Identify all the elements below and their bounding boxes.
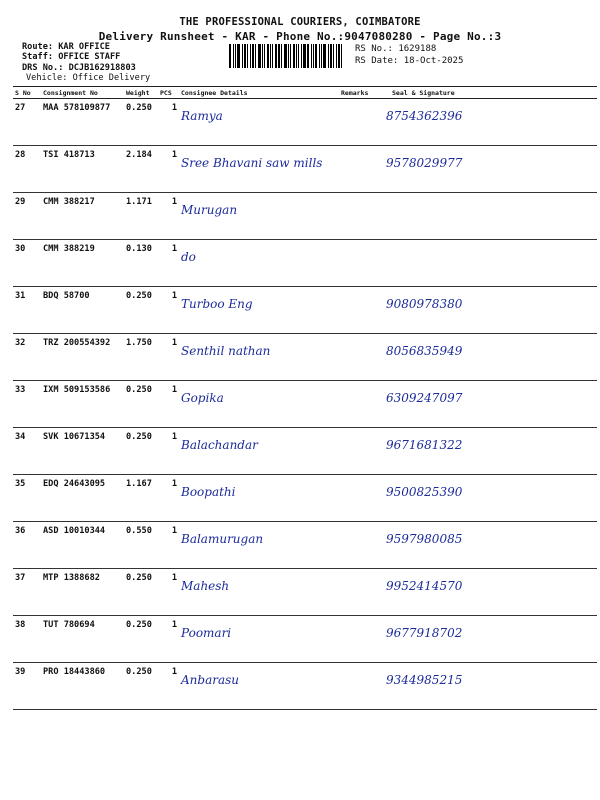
- row-consignee: Balamurugan: [179, 522, 339, 569]
- col-pcs: PCS: [158, 87, 179, 99]
- runsheet-subtitle: Delivery Runsheet - KAR - Phone No.:9047080280 - Page No.:3: [98, 30, 502, 43]
- row-remarks: [339, 616, 382, 663]
- row-consignment-no: TUT 780694: [41, 616, 124, 663]
- rs-number: RS No.: 1629188: [355, 44, 437, 54]
- row-weight: 1.171: [124, 193, 158, 240]
- table-row: [13, 475, 597, 522]
- row-remarks: [339, 146, 382, 193]
- row-consignment-no: EDQ 24643095: [41, 475, 124, 522]
- row-sno: 35: [13, 475, 41, 522]
- row-pcs: 1: [158, 428, 179, 475]
- row-weight: 1.750: [124, 334, 158, 381]
- row-consignment-no: MAA 578109877: [41, 99, 124, 146]
- col-seal-signature: Seal & Signature: [382, 87, 597, 99]
- row-sno: 34: [13, 428, 41, 475]
- row-weight: 1.167: [124, 475, 158, 522]
- table-row: [13, 381, 597, 428]
- row-pcs: 1: [158, 287, 179, 334]
- row-pcs: 1: [158, 663, 179, 710]
- staff-label: Staff: OFFICE STAFF: [22, 52, 121, 62]
- row-weight: 0.250: [124, 381, 158, 428]
- handwritten-phone: 9597980085: [386, 532, 463, 546]
- row-pcs: 1: [158, 475, 179, 522]
- handwritten-phone: 9677918702: [386, 626, 463, 640]
- row-consignment-no: SVK 10671354: [41, 428, 124, 475]
- table-row: [13, 334, 597, 381]
- row-consignment-no: BDQ 58700: [41, 287, 124, 334]
- row-sno: 28: [13, 146, 41, 193]
- row-seal-signature: [382, 616, 597, 663]
- col-consignee: Consignee Details: [179, 87, 339, 99]
- row-pcs: 1: [158, 522, 179, 569]
- runsheet-table: [13, 86, 597, 710]
- row-seal-signature: [382, 240, 597, 287]
- rs-date: RS Date: 18-Oct-2025: [355, 56, 464, 66]
- table-row: [13, 569, 597, 616]
- row-consignment-no: MTP 1388682: [41, 569, 124, 616]
- col-sno: S No: [13, 87, 41, 99]
- row-remarks: [339, 569, 382, 616]
- row-consignment-no: ASD 10010344: [41, 522, 124, 569]
- table-header-row: [13, 87, 597, 99]
- table-row: [13, 240, 597, 287]
- row-consignee: Ramya: [179, 99, 339, 146]
- table-row: [13, 428, 597, 475]
- row-sno: 31: [13, 287, 41, 334]
- row-consignee: Anbarasu: [179, 663, 339, 710]
- handwritten-phone: 8056835949: [386, 344, 463, 358]
- col-weight: Weight: [124, 87, 158, 99]
- row-pcs: 1: [158, 381, 179, 428]
- row-pcs: 1: [158, 193, 179, 240]
- row-seal-signature: [382, 522, 597, 569]
- handwritten-phone: 9671681322: [386, 438, 463, 452]
- handwritten-phone: 9344985215: [386, 673, 463, 687]
- row-consignee: Sree Bhavani saw mills: [179, 146, 339, 193]
- barcode: [229, 44, 351, 68]
- row-sno: 38: [13, 616, 41, 663]
- table-row: [13, 616, 597, 663]
- row-remarks: [339, 240, 382, 287]
- row-remarks: [339, 522, 382, 569]
- row-weight: 0.130: [124, 240, 158, 287]
- row-consignment-no: PRO 18443860: [41, 663, 124, 710]
- row-weight: 0.250: [124, 616, 158, 663]
- row-consignee: Murugan: [179, 193, 339, 240]
- row-sno: 39: [13, 663, 41, 710]
- row-remarks: [339, 381, 382, 428]
- row-seal-signature: [382, 428, 597, 475]
- row-consignee: Boopathi: [179, 475, 339, 522]
- row-pcs: 1: [158, 99, 179, 146]
- row-weight: 0.550: [124, 522, 158, 569]
- row-consignee: Poomari: [179, 616, 339, 663]
- table-row: [13, 663, 597, 710]
- row-consignee: Balachandar: [179, 428, 339, 475]
- row-consignment-no: TRZ 200554392: [41, 334, 124, 381]
- row-seal-signature: [382, 663, 597, 710]
- row-sno: 30: [13, 240, 41, 287]
- row-consignee: Mahesh: [179, 569, 339, 616]
- row-consignment-no: IXM 509153586: [41, 381, 124, 428]
- row-consignee: Gopika: [179, 381, 339, 428]
- row-weight: 0.250: [124, 663, 158, 710]
- handwritten-phone: 9952414570: [386, 579, 463, 593]
- row-pcs: 1: [158, 569, 179, 616]
- row-consignee: Turboo Eng: [179, 287, 339, 334]
- row-sno: 33: [13, 381, 41, 428]
- row-weight: 0.250: [124, 428, 158, 475]
- row-consignee: do: [179, 240, 339, 287]
- row-seal-signature: [382, 475, 597, 522]
- row-pcs: 1: [158, 616, 179, 663]
- table-row: [13, 193, 597, 240]
- row-pcs: 1: [158, 240, 179, 287]
- table-row: [13, 522, 597, 569]
- handwritten-phone: 9578029977: [386, 156, 463, 170]
- drs-number: DRS No.: DCJB162918803: [22, 63, 136, 73]
- row-remarks: [339, 428, 382, 475]
- row-consignment-no: CMM 388217: [41, 193, 124, 240]
- row-weight: 0.250: [124, 569, 158, 616]
- row-seal-signature: [382, 146, 597, 193]
- row-consignment-no: CMM 388219: [41, 240, 124, 287]
- table-row: [13, 146, 597, 193]
- row-weight: 2.184: [124, 146, 158, 193]
- row-remarks: [339, 334, 382, 381]
- row-consignment-no: TSI 418713: [41, 146, 124, 193]
- table-row: [13, 99, 597, 146]
- handwritten-phone: 9080978380: [386, 297, 463, 311]
- col-remarks: Remarks: [339, 87, 382, 99]
- row-sno: 36: [13, 522, 41, 569]
- row-weight: 0.250: [124, 287, 158, 334]
- company-title: THE PROFESSIONAL COURIERS, COIMBATORE: [179, 16, 421, 28]
- row-remarks: [339, 193, 382, 240]
- vehicle-label: Vehicle: Office Delivery: [26, 73, 151, 83]
- row-seal-signature: [382, 381, 597, 428]
- row-seal-signature: [382, 99, 597, 146]
- row-sno: 37: [13, 569, 41, 616]
- row-seal-signature: [382, 569, 597, 616]
- row-pcs: 1: [158, 146, 179, 193]
- row-pcs: 1: [158, 334, 179, 381]
- row-remarks: [339, 287, 382, 334]
- row-consignee: Senthil nathan: [179, 334, 339, 381]
- row-remarks: [339, 99, 382, 146]
- row-sno: 29: [13, 193, 41, 240]
- row-remarks: [339, 475, 382, 522]
- handwritten-phone: 8754362396: [386, 109, 463, 123]
- row-sno: 32: [13, 334, 41, 381]
- row-sno: 27: [13, 99, 41, 146]
- row-seal-signature: [382, 334, 597, 381]
- col-consignment: Consignment No: [41, 87, 124, 99]
- row-weight: 0.250: [124, 99, 158, 146]
- handwritten-phone: 9500825390: [386, 485, 463, 499]
- handwritten-phone: 6309247097: [386, 391, 463, 405]
- row-seal-signature: [382, 193, 597, 240]
- row-remarks: [339, 663, 382, 710]
- route-label: Route: KAR OFFICE: [22, 42, 110, 52]
- row-seal-signature: [382, 287, 597, 334]
- table-row: [13, 287, 597, 334]
